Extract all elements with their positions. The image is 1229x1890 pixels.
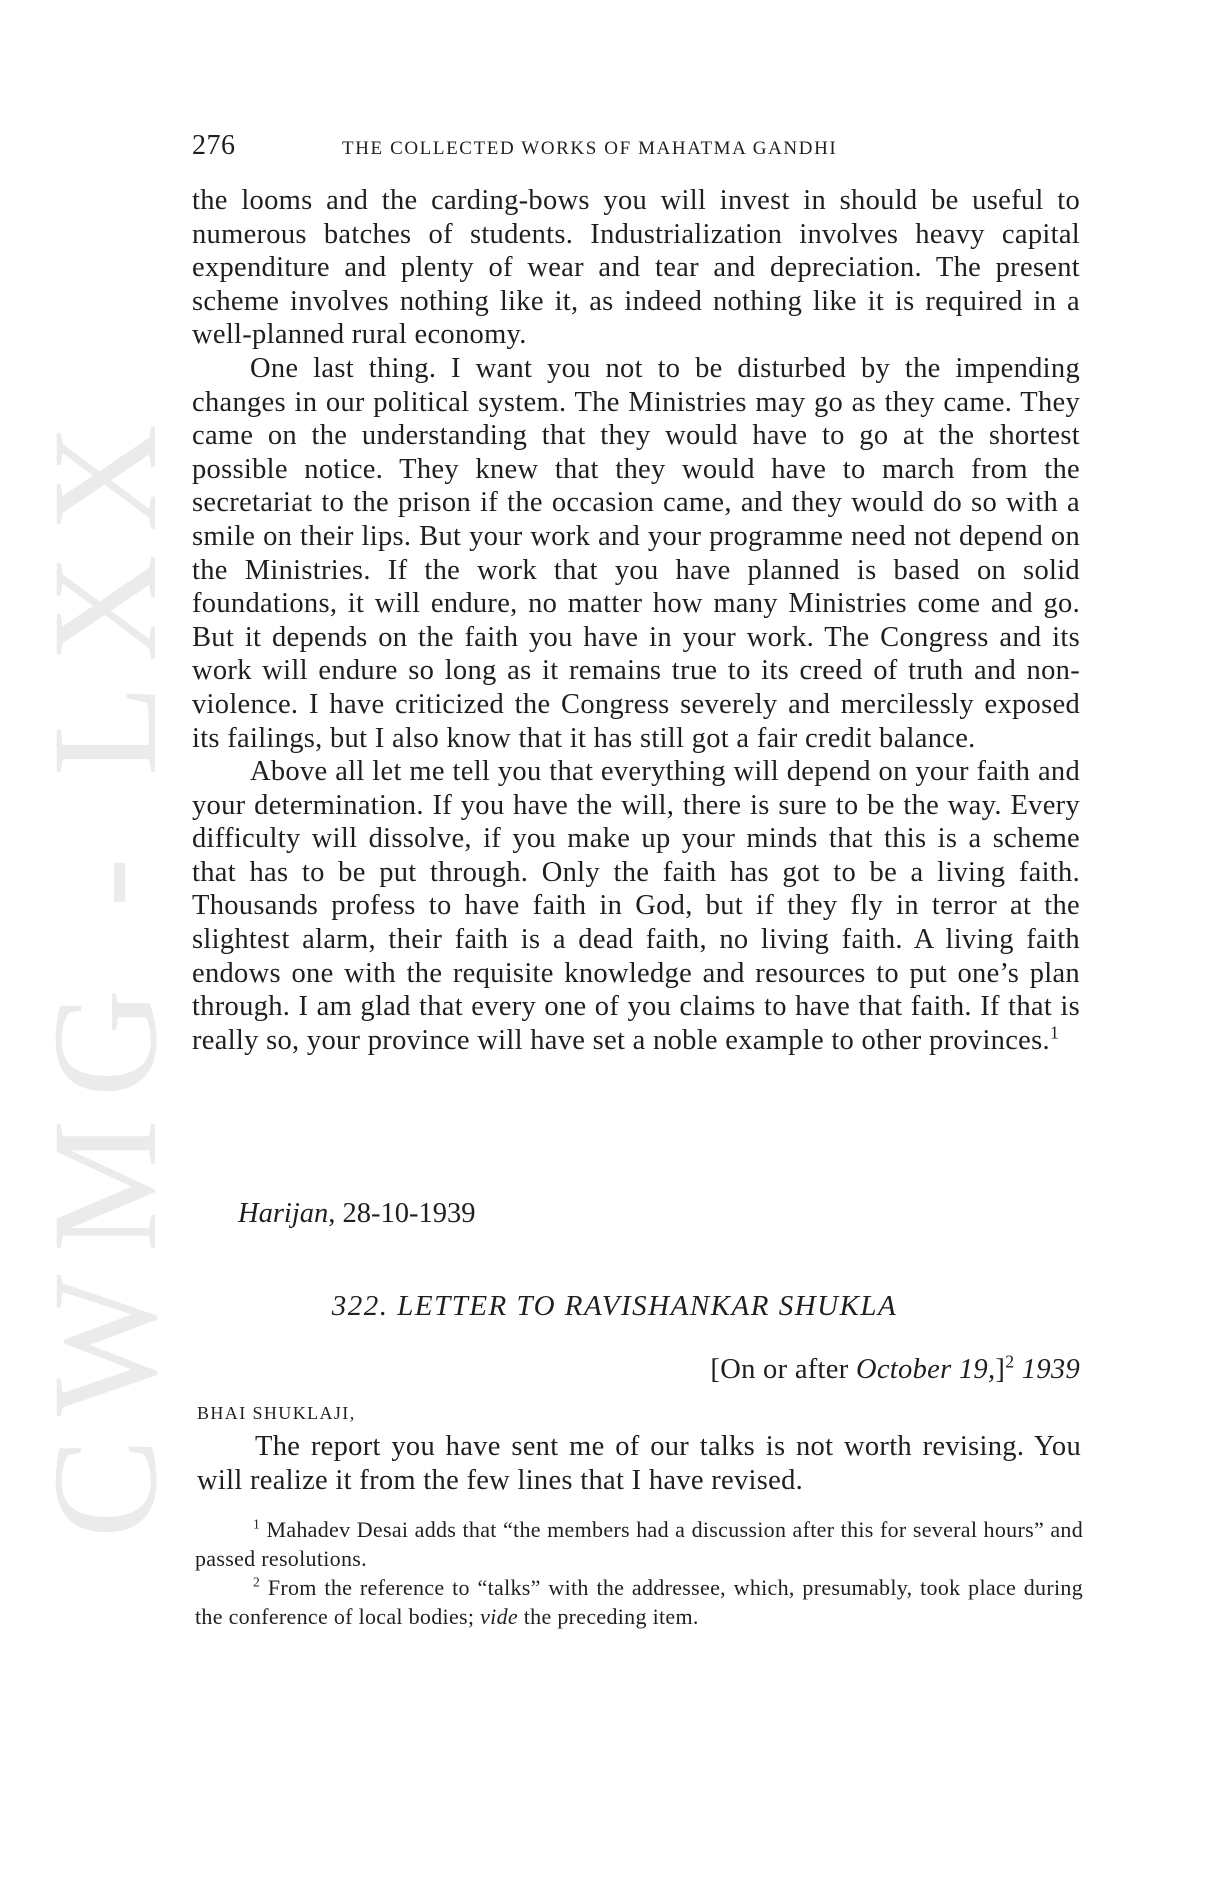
dateline-prefix: [On or after xyxy=(710,1354,849,1385)
dateline-bracket: ] xyxy=(995,1354,1006,1385)
footnote-italic: vide xyxy=(480,1604,518,1629)
main-text xyxy=(192,184,1080,1057)
watermark-text: CWMG - LXX xyxy=(22,401,188,1539)
source-publication: Harijan, xyxy=(238,1198,336,1229)
footnote-number: 1 xyxy=(253,1516,261,1532)
running-title: THE COLLECTED WORKS OF MAHATMA GANDHI xyxy=(342,138,838,159)
salutation: BHAI SHUKLAJI, xyxy=(197,1403,356,1423)
footnote-reference: 2 xyxy=(1005,1351,1015,1372)
dateline-date: October 19, xyxy=(855,1354,996,1385)
footnote-number: 2 xyxy=(253,1574,261,1590)
footnote-text: Mahadev Desai adds that “the members had a discussion after this for several hours” and passed resolutions. xyxy=(195,1517,1083,1571)
source-citation xyxy=(238,1198,476,1230)
page-header xyxy=(192,130,1082,162)
letter-dateline xyxy=(650,1351,1080,1386)
footnote-text: the preceding item. xyxy=(523,1604,699,1629)
footnote-reference: 1 xyxy=(1049,1022,1060,1043)
paragraph: The report you have sent me of our talks is not worth revising. You will realize it from the few lines that I have revised. xyxy=(197,1431,1081,1496)
source-date: 28-10-1939 xyxy=(342,1198,476,1229)
footnote-text: From the reference to “talks” with the addressee, which, presumably, took place during the conference of local bodies; xyxy=(195,1575,1083,1629)
paragraph: the looms and the carding-bows you will invest in should be useful to numerous batches of students. Industrialization involves heavy capital expenditure and plenty of wear and tear and depreciation. The present scheme involves nothing like it, as indeed nothing like it is required in a well-planned rural economy. xyxy=(192,185,1080,351)
paragraph: One last thing. I want you not to be disturbed by the impending changes in our political system. The Ministries may go as they came. They came on the understanding that they would have to go at the shortest possible notice. They knew that they would have to march from the secretariat to the prison if the occasion came, and they would do so with a smile on their lips. But your work and your programme need not depend on the Ministries. If the work that you have planned is based on solid foundations, it will endure, no matter how many Ministries come and go. But it depends on the faith you have in your work. The Congress and its work will endure so long as it remains true to its creed of truth and non-violence. I have criticized the Congress severely and mercilessly exposed its failings, but I also know that it has still got a fair credit balance. xyxy=(192,352,1080,754)
letter-title: 322. LETTER TO RAVISHANKAR SHUKLA xyxy=(331,1290,898,1322)
footnote xyxy=(195,1573,1083,1631)
paragraph xyxy=(192,755,1080,1057)
dateline-year: 1939 xyxy=(1021,1354,1080,1385)
page-number: 276 xyxy=(192,130,236,161)
letter-body xyxy=(197,1430,1081,1497)
footnote xyxy=(195,1515,1083,1573)
paragraph-text: Above all let me tell you that everything will depend on your faith and your determination. If you have the will, there is sure to be the way. Every difficulty will dissolve, if you make up your minds that this is a scheme that has to be put through. Only the faith has got to be a living faith. Thousands profess to have faith in God, but if they fly in terror at the slightest alarm, their faith is a dead faith, no living faith. A living faith endows one with the requisite knowledge and resources to put one’s plan through. I am glad that every one of you claims to have that faith. If that is really so, your province will have set a noble example to other provinces. xyxy=(192,756,1080,1056)
footnotes xyxy=(195,1515,1083,1631)
